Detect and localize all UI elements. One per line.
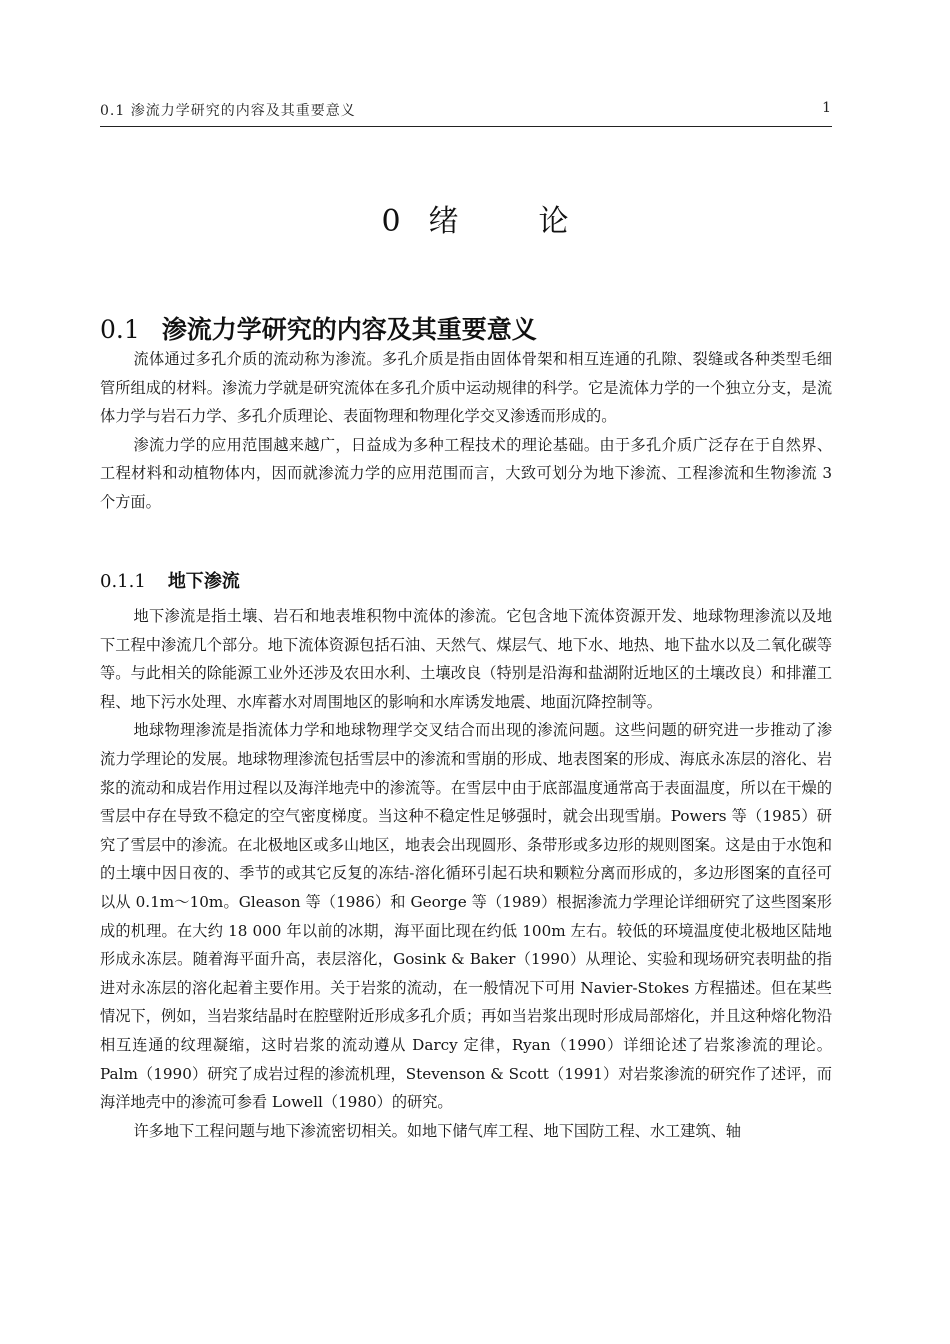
- subsection-heading: [100, 567, 840, 593]
- section-body: [100, 345, 832, 517]
- subsection-number: 0.1.1: [100, 571, 146, 592]
- section-name: 渗流力学研究的内容及其重要意义: [161, 315, 537, 344]
- section-number: 0.1: [100, 315, 140, 344]
- subsection-paragraph: 地下渗流是指土壤、岩石和地表堆积物中流体的渗流。它包含地下流体资源开发、地球物理渗流以及地下工程中渗流几个部分。地下流体资源包括石油、天然气、煤层气、地下水、地热、地下盐水以及二氧化碳等等。与此相关的除能源工业外还涉及农田水利、土壤改良（特别是沿海和盐湖附近地区的土壤改良）和排灌工程、地下污水处理、水库蓄水对周围地区的影响和水库诱发地震、地面沉降控制等。: [100, 607, 832, 711]
- section-heading: [100, 310, 840, 346]
- chapter-number: 0: [381, 204, 403, 239]
- header-rule: [100, 126, 832, 127]
- chapter-title: [0, 196, 950, 240]
- section-paragraph: 流体通过多孔介质的流动称为渗流。多孔介质是指由固体骨架和相互连通的孔隙、裂缝或各种类型毛细管所组成的材料。渗流力学就是研究流体在多孔介质中运动规律的科学。它是流体力学的一个独立分支，是流体力学与岩石力学、多孔介质理论、表面物理和物理化学交叉渗透而形成的。: [100, 350, 832, 426]
- section-paragraph: 渗流力学的应用范围越来越广，日益成为多种工程技术的理论基础。由于多孔介质广泛存在于自然界、工程材料和动植物体内，因而就渗流力学的应用范围而言，大致可划分为地下渗流、工程渗流和生物渗流 3 个方面。: [100, 435, 832, 511]
- page-number: 1: [822, 100, 832, 116]
- subsection-body: [100, 602, 832, 1145]
- subsection-paragraph: 许多地下工程问题与地下渗流密切相关。如地下储气库工程、地下国防工程、水工建筑、轴: [133, 1121, 741, 1140]
- running-head-section: 0.1 渗流力学研究的内容及其重要意义: [100, 103, 356, 119]
- chapter-name: 绪论: [428, 204, 649, 239]
- subsection-name: 地下渗流: [167, 571, 240, 592]
- subsection-paragraph: 地球物理渗流是指流体力学和地球物理学交叉结合而出现的渗流问题。这些问题的研究进一步推动了渗流力学理论的发展。地球物理渗流包括雪层中的渗流和雪崩的形成、地表图案的形成、海底永冻层的溶化、岩浆的流动和成岩作用过程以及海洋地壳中的渗流等。在雪层中由于底部温度通常高于表面温度，所以在干燥的雪层中存在导致不稳定的空气密度梯度。当这种不稳定性足够强时，就会出现雪崩。Powers 等（1985）研究了雪层中的渗流。在北极地区或多山地区，地表会出现圆形、条带形或多边形的规则图案。这是由于水饱和的土壤中因日夜的、季节的或其它反复的冻结-溶化循环引起石块和颗粒分离而形成的，多边形图案的直径可以从 0.1m～10m。Gleason 等（1986）和 George 等（1989）根据渗流力学理论详细研究了这些图案形成的机理。在大约 18 000 年以前的冰期，海平面比现在约低 100m 左右。较低的环境温度使北极地区陆地形成永冻层。随着海平面升高，表层溶化，Gosink & Baker（1990）从理论、实验和现场研究表明盐的指进对永冻层的溶化起着主要作用。关于岩浆的流动，在一般情况下可用 Navier-Stokes 方程描述。但在某些情况下，例如，当岩浆结晶时在腔壁附近形成多孔介质；再如当岩浆出现时形成局部熔化，并且这种熔化物沿相互连通的纹理凝缩，这时岩浆的流动遵从 Darcy 定律，Ryan（1990）详细论述了岩浆渗流的理论。Palm（1990）研究了成岩过程的渗流机理，Stevenson & Scott（1991）对岩浆渗流的研究作了述评，而海洋地壳中的渗流可参看 Lowell（1980）的研究。: [100, 721, 832, 1112]
